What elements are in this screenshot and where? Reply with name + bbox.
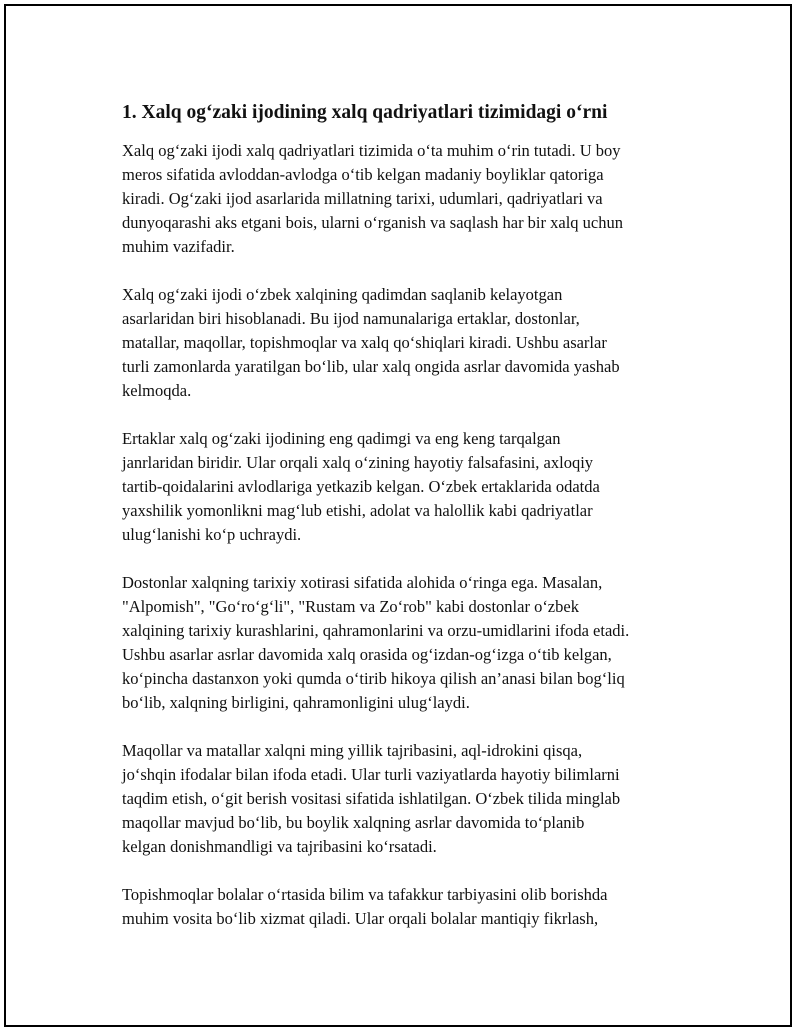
text-line: xalqining tarixiy kurashlarini, qahramonlarini va orzu-umidlarini ifoda etadi.	[122, 621, 630, 640]
text-line: Maqollar va matallar xalqni ming yillik tajribasini, aql-idrokini qisqa,	[122, 741, 583, 760]
text-line: muhim vosita bo‘lib xizmat qiladi. Ular orqali bolalar mantiqiy fikrlash,	[122, 909, 599, 928]
text-line: kelgan donishmandligi va tajribasini ko‘rsatadi.	[122, 837, 437, 856]
text-line: bo‘lib, xalqning birligini, qahramonligini ulug‘laydi.	[122, 693, 470, 712]
document-body	[122, 100, 682, 955]
text-line: taqdim etish, o‘git berish vositasi sifatida ishlatilgan. O‘zbek tilida minglab	[122, 789, 621, 808]
text-line: kelmoqda.	[122, 381, 192, 400]
text-line: maqollar mavjud bo‘lib, bu boylik xalqning asrlar davomida to‘planib	[122, 813, 585, 832]
text-line: jo‘shqin ifodalar bilan ifoda etadi. Ular turli vaziyatlarda hayotiy bilimlarni	[122, 765, 620, 784]
paragraph	[122, 139, 682, 259]
text-line: ulug‘lanishi ko‘p uchraydi.	[122, 525, 302, 544]
section-heading: 1. Xalq og‘zaki ijodining xalq qadriyatlari tizimidagi o‘rni	[122, 102, 608, 123]
text-line: muhim vazifadir.	[122, 237, 235, 256]
paragraph	[122, 427, 682, 547]
text-line: ko‘pincha dastanxon yoki qumda o‘tirib hikoya qilish an’anasi bilan bog‘liq	[122, 669, 625, 688]
text-line: yaxshilik yomonlikni mag‘lub etishi, adolat va halollik kabi qadriyatlar	[122, 501, 593, 520]
paragraph	[122, 571, 682, 715]
text-line: Xalq og‘zaki ijodi o‘zbek xalqining qadimdan saqlanib kelayotgan	[122, 285, 563, 304]
text-line: tartib-qoidalarini avlodlariga yetkazib kelgan. O‘zbek ertaklarida odatda	[122, 477, 600, 496]
paragraph	[122, 283, 682, 403]
text-line: matallar, maqollar, topishmoqlar va xalq qo‘shiqlari kiradi. Ushbu asarlar	[122, 333, 607, 352]
text-line: dunyoqarashi aks etgani bois, ularni o‘rganish va saqlash har bir xalq uchun	[122, 213, 623, 232]
paragraph	[122, 883, 682, 931]
text-line: turli zamonlarda yaratilgan bo‘lib, ular xalq ongida asrlar davomida yashab	[122, 357, 620, 376]
text-line: meros sifatida avloddan-avlodga o‘tib kelgan madaniy boyliklar qatoriga	[122, 165, 604, 184]
text-line: asarlaridan biri hisoblanadi. Bu ijod namunalariga ertaklar, dostonlar,	[122, 309, 580, 328]
paragraph	[122, 739, 682, 859]
page-frame	[4, 4, 792, 1027]
text-line: "Alpomish", "Go‘ro‘g‘li", "Rustam va Zo‘rob" kabi dostonlar o‘zbek	[122, 597, 579, 616]
text-line: janrlaridan biridir. Ular orqali xalq o‘zining hayotiy falsafasini, axloqiy	[122, 453, 594, 472]
text-line: Topishmoqlar bolalar o‘rtasida bilim va tafakkur tarbiyasini olib borishda	[122, 885, 608, 904]
text-line: Xalq og‘zaki ijodi xalq qadriyatlari tizimida o‘ta muhim o‘rin tutadi. U boy	[122, 141, 621, 160]
text-line: Dostonlar xalqning tarixiy xotirasi sifatida alohida o‘ringa ega. Masalan,	[122, 573, 603, 592]
text-line: kiradi. Og‘zaki ijod asarlarida millatning tarixi, udumlari, qadriyatlari va	[122, 189, 603, 208]
text-line: Ertaklar xalq og‘zaki ijodining eng qadimgi va eng keng tarqalgan	[122, 429, 561, 448]
text-line: Ushbu asarlar asrlar davomida xalq orasida og‘izdan-og‘izga o‘tib kelgan,	[122, 645, 612, 664]
